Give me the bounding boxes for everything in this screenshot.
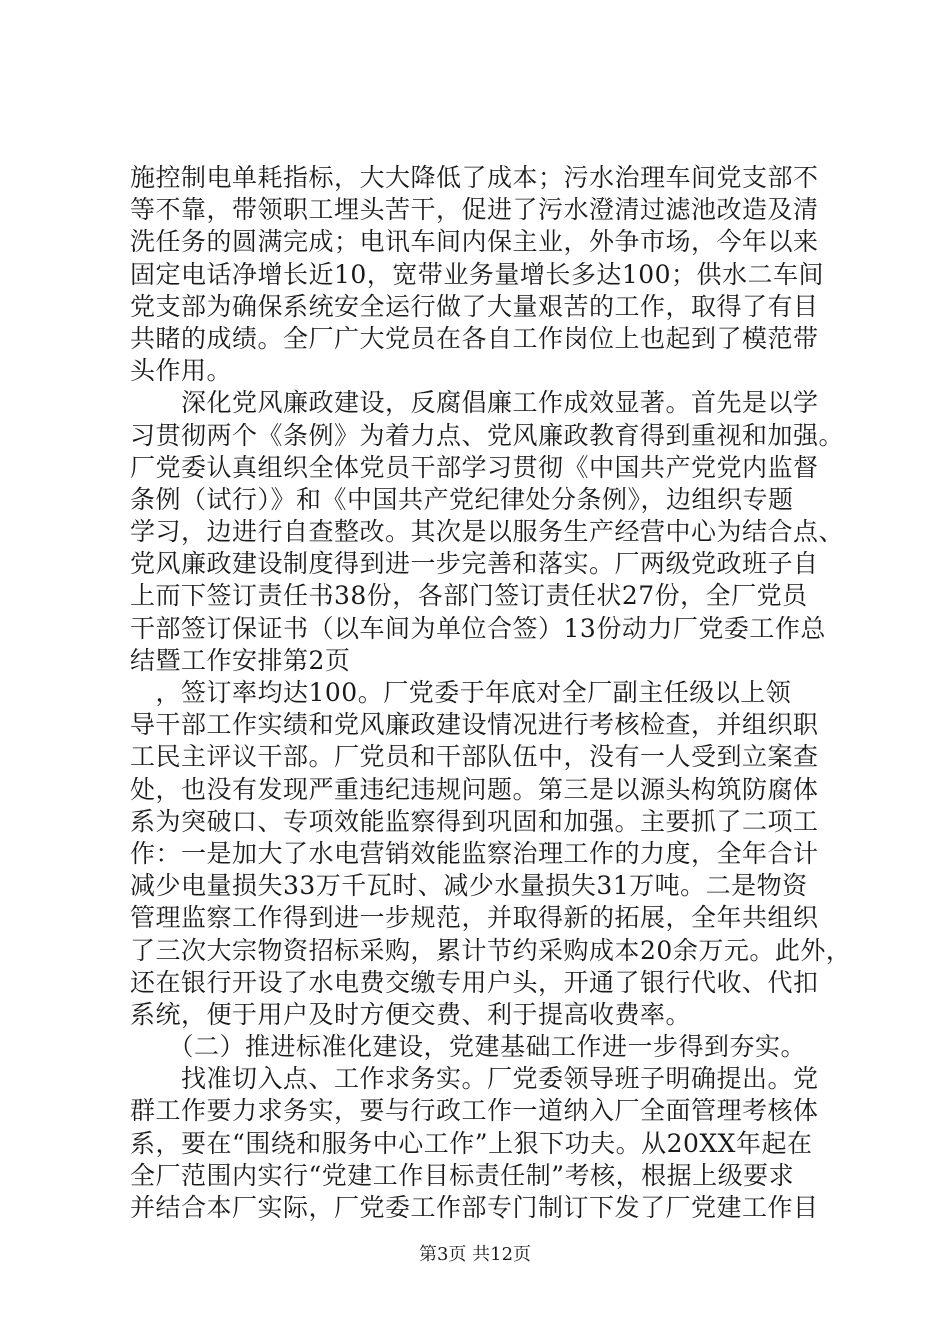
text-line: 深化党风廉政建设，反腐倡廉工作成效显著。首先是以学 [130, 388, 819, 418]
text-line: 处，也没有发现严重违纪违规问题。第三是以源头构筑防腐体 [130, 774, 819, 804]
text-line: 厂党委认真组织全体党员干部学习贯彻《中国共产党党内监督 [130, 452, 819, 482]
text-line: 条例（试行）》和《中国共产党纪律处分条例》，边组织专题 [130, 484, 794, 514]
text-line: ，签订率均达100。厂党委于年底对全厂副主任级以上领 [130, 678, 792, 707]
text-line: 共睹的成绩。全厂广大党员在各自工作岗位上也起到了模范带 [130, 323, 819, 353]
text-line: 工民主评议干部。厂党员和干部队伍中，没有一人受到立案查 [130, 742, 819, 772]
text-line: （二）推进标准化建设，党建基础工作进一步得到夯实。 [130, 1032, 807, 1062]
text-line: 并结合本厂实际，厂党委工作部专门制订下发了厂党建工作目 [130, 1193, 819, 1222]
text-line: 群工作要力求务实，要与行政工作一道纳入厂全面管理考核体 [130, 1096, 819, 1126]
body-text [130, 162, 850, 1224]
text-line: 党支部为确保系统安全运行做了大量艰苦的工作，取得了有目 [130, 291, 819, 321]
text-line: 党风廉政建设制度得到进一步完善和落实。厂两级党政班子自 [130, 549, 819, 579]
text-line: 结暨工作安排第2页 [130, 645, 351, 675]
text-line: 系统，便于用户及时方便交费、利于提高收费率。 [130, 999, 692, 1029]
text-line: 干部签订保证书（以车间为单位合签）13份动力厂党委工作总 [130, 613, 826, 643]
text-line: 了三次大宗物资招标采购，累计节约采购成本20余万元。此外， [130, 935, 852, 965]
text-line: 上而下签订责任书38份，各部门签订责任状27份，全厂党员 [130, 581, 808, 611]
text-line: 导干部工作实绩和党风廉政建设情况进行考核检查，并组织职 [130, 710, 819, 740]
text-line: 学习，边进行自查整改。其次是以服务生产经营中心为结合点、 [130, 517, 845, 547]
text-line: 全厂范围内实行“党建工作目标责任制”考核，根据上级要求 [130, 1160, 795, 1190]
text-line: 施控制电单耗指标，大大降低了成本；污水治理车间党支部不 [130, 163, 819, 192]
text-line: 洗任务的圆满完成；电讯车间内保主业，外争市场，今年以来 [130, 227, 819, 257]
text-line: 等不靠，带领职工埋头苦干，促进了污水澄清过滤池改造及清 [130, 195, 819, 225]
text-line: 固定电话净增长近10，宽带业务量增长多达100；供水二车间 [130, 259, 825, 289]
text-line: 系为突破口、专项效能监察得到巩固和加强。主要抓了二项工 [130, 806, 819, 836]
text-line: 作：一是加大了水电营销效能监察治理工作的力度，全年合计 [130, 838, 819, 868]
page-footer: 第3页 共12页 [418, 1244, 532, 1265]
text-line: 习贯彻两个《条例》为着力点、党风廉政教育得到重视和加强。 [130, 420, 845, 450]
text-line: 系，要在“围绕和服务中心工作”上狠下功夫。从20XX年起在 [130, 1128, 813, 1158]
text-line: 还在银行开设了水电费交缴专用户头，开通了银行代收、代扣 [130, 967, 819, 997]
text-line: 管理监察工作得到进一步规范，并取得新的拓展，全年共组织 [130, 903, 819, 933]
text-line: 减少电量损失33万千瓦时、减少水量损失31万吨。二是物资 [130, 871, 808, 901]
text-line: 头作用。 [130, 356, 233, 386]
text-line: 找准切入点、工作求务实。厂党委领导班子明确提出。党 [130, 1064, 819, 1094]
